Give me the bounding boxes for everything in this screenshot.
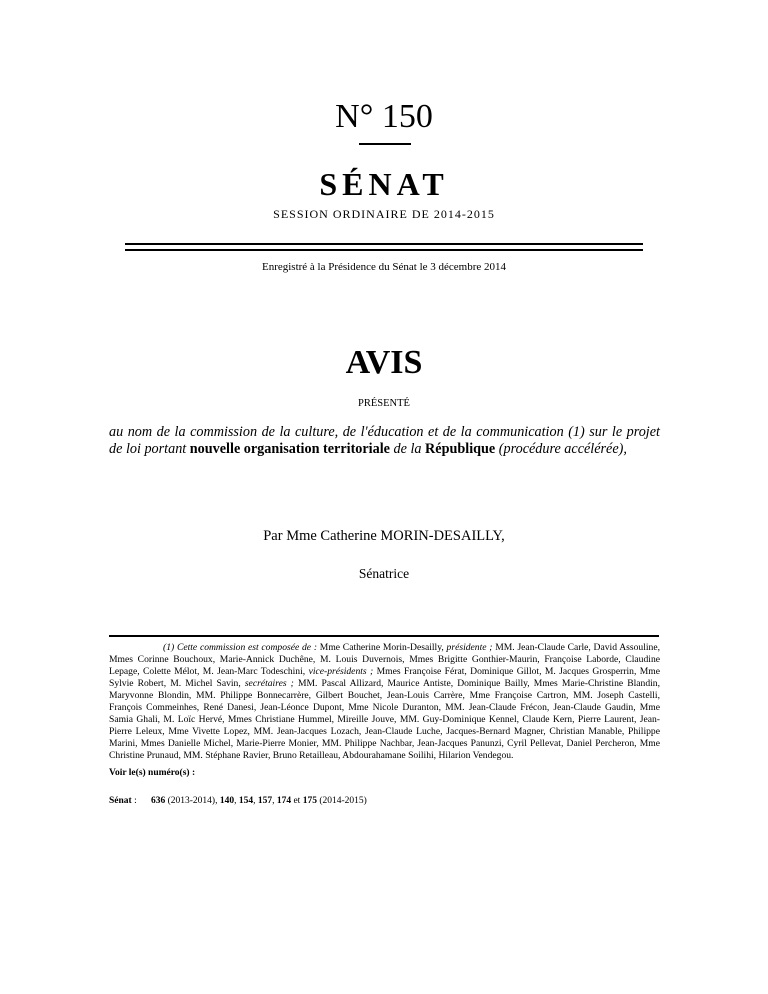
intro-bold-1: nouvelle organisation territoriale <box>189 441 390 457</box>
footnote-rule <box>109 635 659 637</box>
document-number: N° 150 <box>335 98 433 135</box>
avis-title: AVIS <box>345 344 423 381</box>
double-rule-top <box>125 243 643 245</box>
intro-text-1: au nom de la commission de la culture, de l'éducation et de la communication (1) sur le projet de loi portant <box>109 424 660 457</box>
ref-year-1: (2013-2014), <box>165 796 220 806</box>
footnote-president-role: présidente ; <box>446 642 493 653</box>
ref-174: 174 <box>276 796 292 806</box>
footnote-secretaries: Mmes Françoise Férat, Dominique Gillot, M. Jacques Grosperrin, Mme Sylvie Robert, M. Michel Savin, <box>109 666 661 689</box>
ref-et: et <box>291 796 303 806</box>
intro-text-3: (procédure accélérée), <box>495 441 627 457</box>
see-numbers-label: Voir le(s) numéro(s) : <box>109 768 196 778</box>
registration-line: Enregistré à la Présidence du Sénat le 3 décembre 2014 <box>261 261 507 273</box>
number-underline <box>359 143 411 145</box>
author-line: Par Mme Catherine MORIN-DESAILLY, <box>263 528 505 544</box>
ref-154: 154 <box>238 796 254 806</box>
footnote-secs-role: secrétaires ; <box>244 678 294 689</box>
intro-bold-2: République <box>425 441 496 457</box>
ref-140: 140 <box>219 796 235 806</box>
ref-comma-1: , <box>234 796 239 806</box>
footnote-commission <box>109 642 660 762</box>
footnote-members: MM. Pascal Allizard, Maurice Antiste, Dominique Bailly, Mmes Marie-Christine Blandin, Maryvonne Blondin, MM. Philippe Bonnecarrère, Gilbert Bouchet, Jean-Louis Carrère, Mme Françoise Cartron, MM. Joseph Castelli, François Commeinhes, René Danesi, Jean-Léonce Dupont, Mme Nicole Duranton, MM. Jean-Claude Frécon, Jean-Claude Gaudin, Mme Samia Ghali, M. Loïc Hervé, Mmes Christiane Hummel, Mireille Jouve, MM. Guy-Dominique Kennel, Claude Kern, Pierre Laurent, Jean-Pierre Leleux, Mme Vivette Lopez, MM. Jean-Jacques Lozach, Jean-Claude Luche, Jacques-Bernard Magner, Christian Manable, Philippe Marini, Mmes Danielle Michel, Marie-Pierre Monier, MM. Philippe Nachbar, Jean-Jacques Panunzi, Cyril Pellevat, Daniel Percheron, Mme Christine Prunaud, MM. Stéphane Ravier, Bruno Retailleau, Abdourahamane Soilihi, Hilarion Vendegou. <box>109 678 660 761</box>
footnote-vps-role: vice-présidents ; <box>308 666 374 677</box>
double-rule-bottom <box>125 249 643 251</box>
ref-comma-3: , <box>272 796 277 806</box>
footnote-lead: (1) Cette commission est composée de : <box>163 642 318 653</box>
senate-references <box>109 796 367 806</box>
senat-ref-label: Sénat <box>109 796 132 806</box>
presente-label: PRÉSENTÉ <box>358 398 410 409</box>
footnote-vice-presidents: MM. Jean-Claude Carle, David Assouline, Mmes Corinne Bouchoux, Marie-Annick Duchêne, M. Louis Duvernois, Mmes Brigitte Gonthier-Maurin, Françoise Laborde, Claudine Lepage, Colette Mélot, M. Jean-Marc Todeschini, <box>109 642 660 677</box>
ref-comma-2: , <box>253 796 258 806</box>
ref-175: 175 <box>302 796 317 806</box>
ref-157: 157 <box>257 796 273 806</box>
footnote-president: Mme Catherine Morin-Desailly, <box>317 642 447 653</box>
senat-ref-sep: : <box>131 796 151 806</box>
session-line: SESSION ORDINAIRE DE 2014-2015 <box>273 207 495 221</box>
ref-636: 636 <box>150 796 166 806</box>
ref-year-2: (2014-2015) <box>316 796 367 806</box>
chamber-title: SÉNAT <box>319 166 449 202</box>
intro-paragraph <box>109 424 660 458</box>
intro-text-2: de la <box>389 441 426 457</box>
author-role: Sénatrice <box>358 566 410 581</box>
